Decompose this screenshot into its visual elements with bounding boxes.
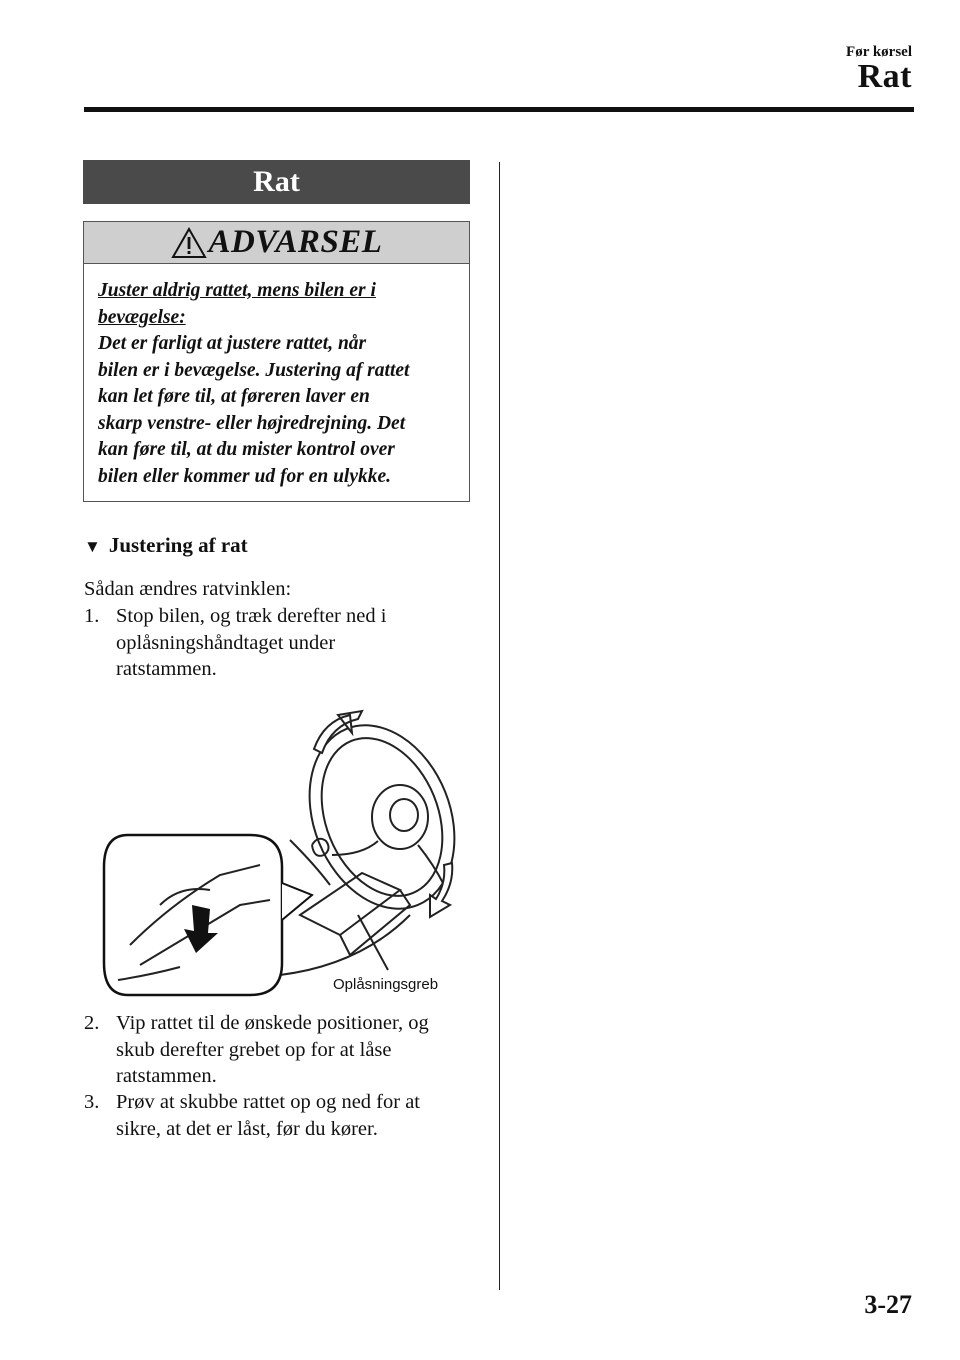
warning-body xyxy=(84,264,469,490)
warning-triangle-icon xyxy=(171,227,207,259)
warning-text-line: kan føre til, at du mister kontrol over xyxy=(98,439,395,460)
step-line: ratstammen. xyxy=(116,658,217,680)
steering-wheel-rim xyxy=(283,705,480,931)
step-item xyxy=(84,1089,474,1143)
warning-text-line: skarp venstre- eller højredrejning. Det xyxy=(98,412,406,434)
step-number: 1. xyxy=(84,605,100,627)
header-rule xyxy=(84,107,914,112)
intro-text: Sådan ændres ratvinklen: xyxy=(84,578,292,600)
tilt-down-arrow xyxy=(430,863,452,917)
header-title: Rat xyxy=(857,58,912,95)
warning-subtitle-line: Juster aldrig rattet, mens bilen er i xyxy=(98,280,376,301)
warning-header xyxy=(84,222,469,264)
warning-box xyxy=(83,221,470,502)
subsection-title: Justering af rat xyxy=(108,533,248,557)
step-line: ratstammen. xyxy=(116,1065,217,1087)
figure-label: Oplåsningsgreb xyxy=(333,976,439,993)
step-line: Prøv at skubbe rattet op og ned for at xyxy=(116,1091,421,1113)
steering-adjust-illustration xyxy=(100,705,480,1000)
step-item xyxy=(84,603,474,683)
column-divider xyxy=(499,162,500,1290)
warning-text-line: kan let føre til, at føreren laver en xyxy=(98,386,370,407)
step-number: 3. xyxy=(84,1091,100,1113)
tilt-up-arrow xyxy=(314,711,362,753)
step-line: sikre, at det er låst, før du kører. xyxy=(116,1117,378,1140)
step-item xyxy=(84,1010,474,1090)
page-number: 3-27 xyxy=(864,1290,912,1319)
step-line: skub derefter grebet op for at låse xyxy=(116,1038,392,1061)
step-line: Vip rattet til de ønskede positioner, og xyxy=(116,1012,429,1034)
warning-subtitle-line: bevægelse: xyxy=(98,306,186,328)
header-section: Før kørsel xyxy=(846,44,912,60)
warning-text-line: bilen eller kommer ud for en ulykke. xyxy=(98,465,392,487)
step-line: Stop bilen, og træk derefter ned i xyxy=(116,605,387,627)
steering-wheel-hub xyxy=(372,785,428,849)
warning-text-line: bilen er i bevægelse. Justering af rattet xyxy=(98,359,410,381)
warning-text-line: Det er farligt at justere rattet, når xyxy=(98,333,367,354)
section-banner: Rat xyxy=(83,160,470,204)
lever-detail-inset xyxy=(104,835,312,995)
step-number: 2. xyxy=(84,1012,100,1034)
subsection-heading xyxy=(84,533,248,558)
down-triangle-icon: ▼ xyxy=(84,537,101,556)
step-line: oplåsningshåndtaget under xyxy=(116,631,336,654)
warning-heading: ADVARSEL xyxy=(208,224,383,260)
